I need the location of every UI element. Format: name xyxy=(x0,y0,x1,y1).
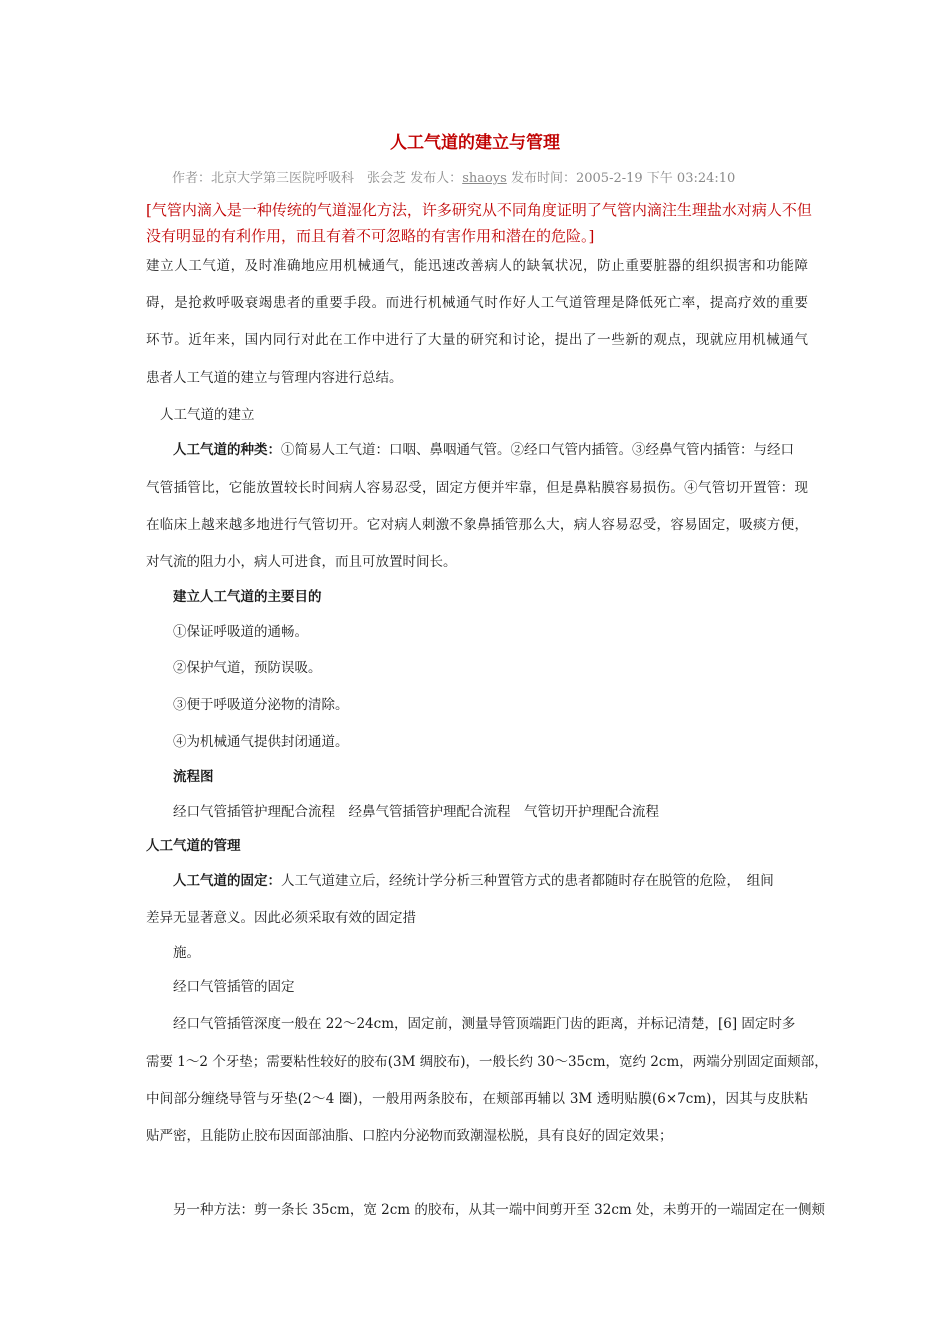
page-title: 人工气道的建立与管理 xyxy=(390,133,560,153)
publish-time-label: 发布时间： xyxy=(510,171,576,186)
flow-link-oral[interactable]: 经口气管插管护理配合流程 xyxy=(173,804,335,820)
fixation-label: 人工气道的固定： xyxy=(173,873,281,889)
oral-line: 经口气管插管深度一般在 22～24cm，固定前，测量导管顶端距门齿的距离，并标记清楚，[6] 固定时多 xyxy=(173,1016,796,1032)
types-first-line xyxy=(173,438,794,458)
oral-line: 贴严密，且能防止胶布因面部油脂、口腔内分泌物而致潮湿松脱，具有良好的固定效果； xyxy=(146,1128,673,1144)
types-line: 气管插管比，它能放置较长时间病人容易忍受，固定方便并牢靠，但是鼻粘膜容易损伤。④气管切开置管：现 xyxy=(146,480,808,496)
other-method-line: 另一种方法：剪一条长 35cm，宽 2cm 的胶布，从其一端中间剪开至 32cm 处，未剪开的一端固定在一侧颊 xyxy=(173,1202,825,1218)
author-label: 作者： xyxy=(172,171,212,186)
section-heading-management: 人工气道的管理 xyxy=(146,838,241,854)
abstract: [气管内滴入是一种传统的气道湿化方法，许多研究从不同角度证明了气管内滴注生理盐水对病人不但没有明显的有利作用，而且有着不可忽略的有害作用和潜在的危险。] xyxy=(146,201,812,245)
types-label: 人工气道的种类： xyxy=(173,442,281,458)
purpose-heading: 建立人工气道的主要目的 xyxy=(173,589,322,605)
fixation-line: 施。 xyxy=(173,945,200,961)
section-heading-establish: 人工气道的建立 xyxy=(160,407,255,423)
oral-line: 需要 1～2 个牙垫；需要粘性较好的胶布(3M 绸胶布)，一般长约 30～35cm，宽约 2cm，两端分别固定面颊部， xyxy=(146,1054,828,1070)
types-line: 在临床上越来越多地进行气管切开。它对病人刺激不象鼻插管那么大，病人容易忍受，容易固定，吸痰方便， xyxy=(146,517,808,533)
publisher-label: 发布人： xyxy=(410,171,463,186)
types-line: 对气流的阻力小，病人可进食，而且可放置时间长。 xyxy=(146,554,457,570)
flow-link-nasal[interactable]: 经鼻气管插管护理配合流程 xyxy=(348,804,511,820)
intro-line: 患者人工气道的建立与管理内容进行总结。 xyxy=(146,370,403,386)
flow-heading: 流程图 xyxy=(173,769,214,785)
fixation-first-line xyxy=(173,869,774,889)
author-name: 北京大学第三医院呼吸科 张会芝 xyxy=(211,171,407,186)
publisher-link[interactable]: shaoys xyxy=(462,171,507,186)
purpose-item: ②保护气道，预防误吸。 xyxy=(173,660,322,676)
purpose-item: ①保证呼吸道的通畅。 xyxy=(173,624,308,640)
oral-line: 中间部分缠绕导管与牙垫(2～4 圈)，一般用两条胶布，在颊部再辅以 3M 透明贴膜(6×7cm)，因其与皮肤粘 xyxy=(146,1091,808,1107)
intro-line: 建立人工气道，及时准确地应用机械通气，能迅速改善病人的缺氧状况，防止重要脏器的组织损害和功能障 xyxy=(146,258,808,274)
purpose-item: ③便于呼吸道分泌物的清除。 xyxy=(173,697,349,713)
intro-line: 环节。近年来，国内同行对此在工作中进行了大量的研究和讨论，提出了一些新的观点，现就应用机械通气 xyxy=(146,332,808,348)
flow-links xyxy=(173,800,659,820)
publish-time: 2005-2-19 下午 03:24:10 xyxy=(575,171,736,186)
flow-link-tracheotomy[interactable]: 气管切开护理配合流程 xyxy=(524,804,659,820)
article-meta xyxy=(172,167,735,186)
fixation-text: 人工气道建立后，经统计学分析三种置管方式的患者都随时存在脱管的危险， 组间 xyxy=(281,873,774,889)
purpose-item: ④为机械通气提供封闭通道。 xyxy=(173,734,349,750)
fixation-line: 差异无显著意义。因此必须采取有效的固定措 xyxy=(146,910,416,926)
oral-fixation-heading: 经口气管插管的固定 xyxy=(173,979,295,995)
intro-line: 碍，是抢救呼吸衰竭患者的重要手段。而进行机械通气时作好人工气道管理是降低死亡率，提高疗效的重要 xyxy=(146,295,808,311)
types-text: ①简易人工气道：口咽、鼻咽通气管。②经口气管内插管。③经鼻气管内插管：与经口 xyxy=(281,442,794,458)
